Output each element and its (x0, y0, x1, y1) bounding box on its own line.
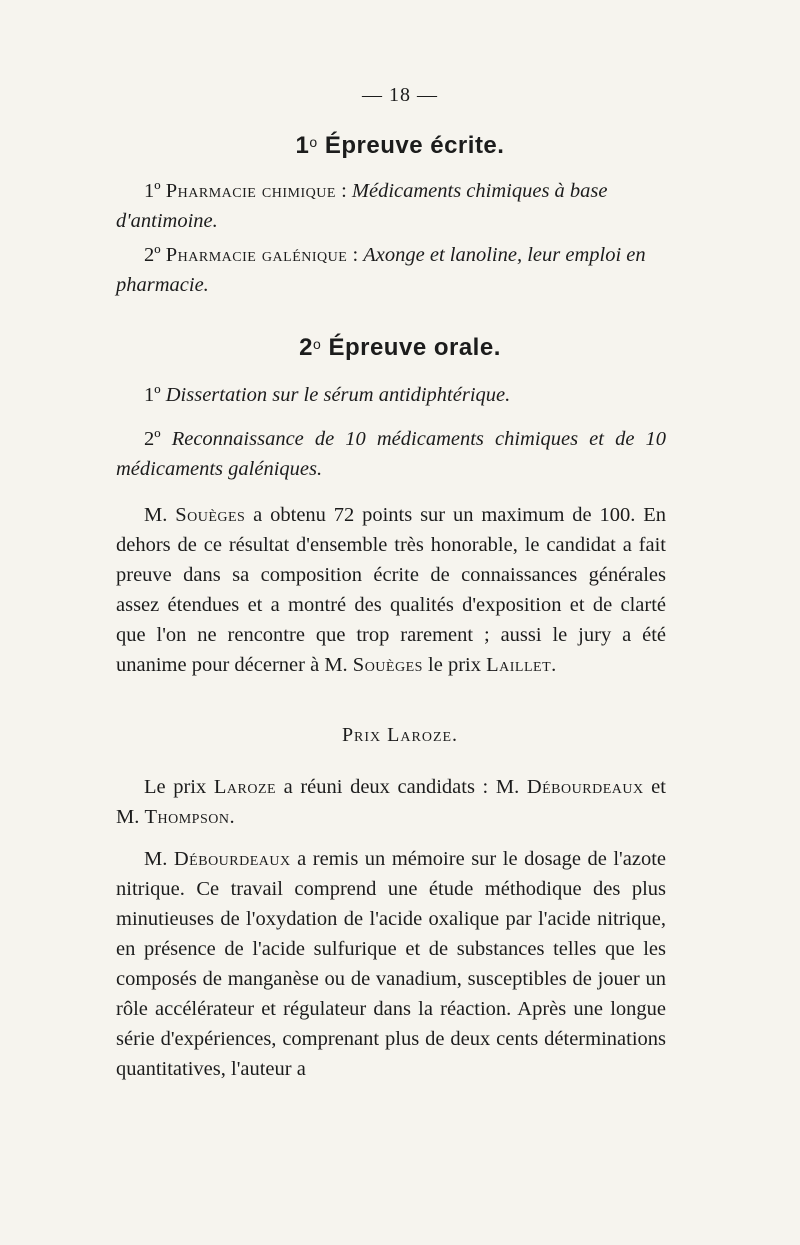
text-run: . (551, 654, 557, 676)
page-number: — 18 — (362, 84, 438, 106)
heading-text: Épreuve écrite. (324, 132, 505, 159)
laroze-paragraph (116, 772, 666, 832)
item-number: 2º (144, 244, 161, 266)
person-name: Souèges (352, 654, 423, 676)
person-name: Débourdeaux (526, 776, 644, 798)
item-number: 2º (144, 428, 161, 450)
item-text: Reconnaissance de 10 médicaments chimiques et de 10 médicaments galéniques. (116, 428, 666, 480)
item-number: 1º (144, 180, 161, 202)
prize-name: Laroze (213, 776, 277, 798)
written-item-2 (116, 240, 666, 300)
oral-item-2 (116, 424, 666, 484)
heading-number: 2 (299, 334, 313, 361)
item-label: Pharmacie galénique (165, 244, 348, 266)
heading-number: 1 (295, 132, 310, 159)
debourdeaux-paragraph (116, 844, 666, 1084)
item-text: Médicaments chimiques à base d'antimoine. (116, 180, 608, 232)
text-run: a obtenu 72 points sur un maximum de 100. En dehors de ce résultat d'ensemble très honorable, le candidat a fait preuve dans sa composition écrite de connaissances générales assez étendues et a montré des qualités d'exposition et de clarté que l'on ne rencontre que trop rarement ; aussi le jury a été unanime pour décerner à M. (116, 504, 666, 676)
item-separator: : (347, 244, 364, 266)
person-name: Souèges (175, 504, 246, 526)
written-item-1 (116, 176, 666, 236)
item-number: 1º (144, 384, 161, 406)
oral-item-1 (116, 380, 666, 410)
text-run: le prix (422, 654, 487, 676)
prix-laroze-title: Prix Laroze. (341, 724, 459, 746)
person-name: Thompson (144, 806, 230, 828)
person-name: Débourdeaux (173, 848, 291, 870)
heading-ordinal: o (309, 134, 318, 150)
heading-text: Épreuve orale. (328, 334, 501, 361)
text-run: Le prix (144, 776, 214, 798)
text-run: M. (144, 504, 176, 526)
heading-ordinal: o (312, 336, 322, 352)
text-run: M. (144, 848, 174, 870)
text-run: et M. (116, 776, 666, 828)
item-text: Axonge et lanoline, leur emploi en pharmacie. (116, 244, 646, 296)
text-run: a remis un mémoire sur le dosage de l'azote nitrique. Ce travail comprend une étude méthodique des plus minutieuses de l'oxydation de l'acide oxalique par l'acide nitrique, en présence de l'acide sulfurique et de substances telles que les composés de manganèse ou de vanadium, susceptibles de jouer un rôle accélérateur et régulateur dans la réaction. Après une longue série d'expériences, comprenant plus de deux cents déterminations quantitatives, l'auteur a (116, 848, 666, 1080)
item-label: Pharmacie chimique (165, 180, 336, 202)
item-text: Dissertation sur le sérum antidiphtérique. (165, 384, 511, 406)
text-run: . (229, 806, 235, 828)
text-run: a réuni deux candidats : M. (276, 776, 527, 798)
item-separator: : (335, 180, 352, 202)
souegues-paragraph (116, 500, 666, 680)
section-heading-written (0, 132, 800, 160)
section-heading-oral (0, 334, 800, 362)
prize-name: Laillet (486, 654, 552, 676)
